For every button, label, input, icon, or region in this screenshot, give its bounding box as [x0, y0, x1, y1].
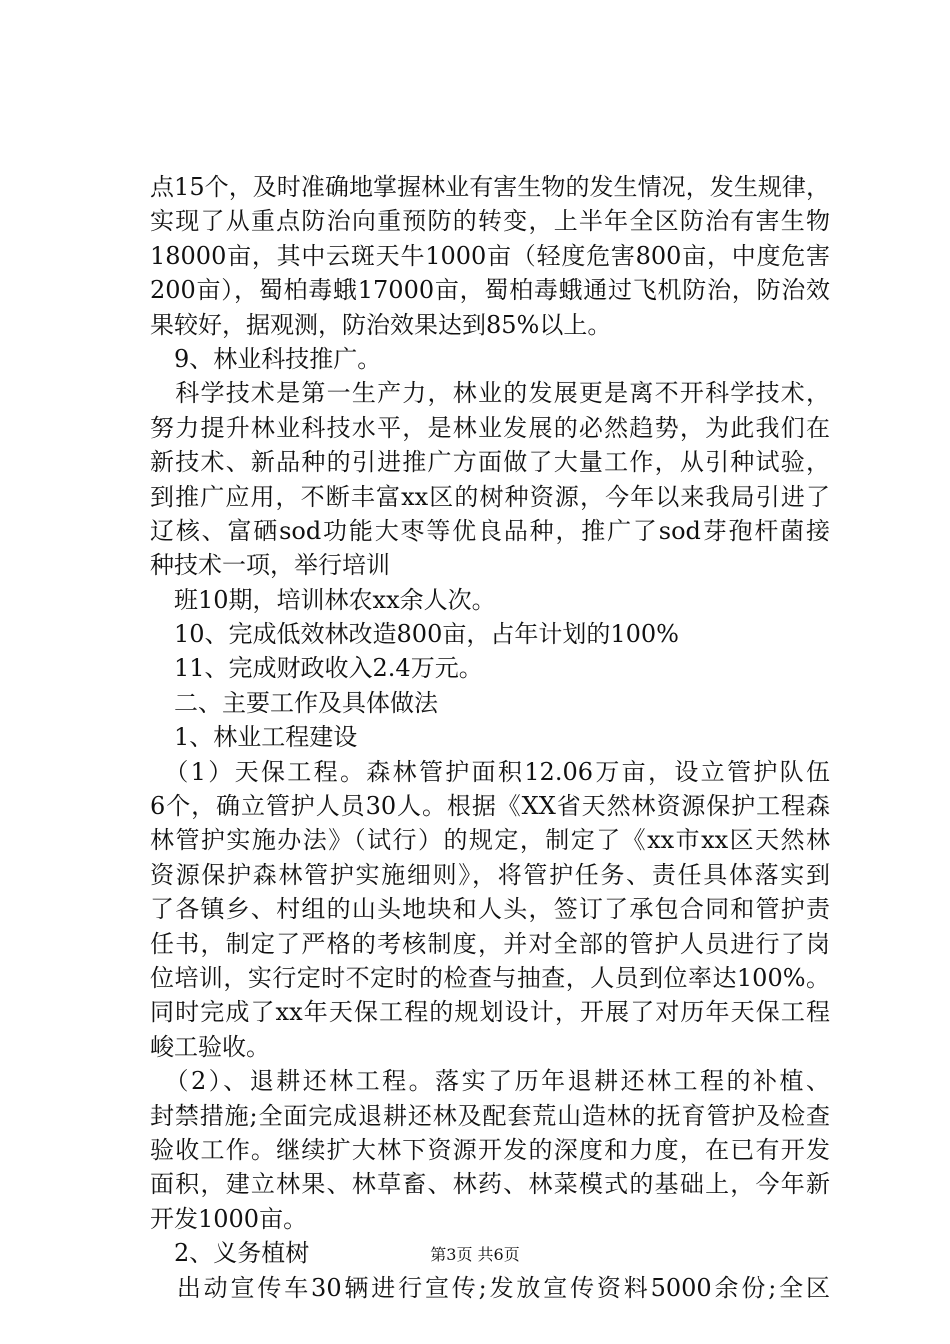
section-heading: 二、主要工作及具体做法 — [150, 688, 438, 717]
text-line: 了各镇乡、村组的山头地块和人头，签订了承包合同和管护责 — [150, 895, 830, 924]
section-heading: 2、义务植树 — [150, 1239, 310, 1268]
text-line: （1）天保工程。森林管护面积12.06万亩，设立管护队伍 — [150, 757, 830, 786]
page-number: 第3页 共6页 — [430, 1245, 520, 1264]
text-line: 资源保护森林管护实施细则》，将管护任务、责任具体落实到 — [150, 860, 830, 889]
text-line: 辽核、富硒sod功能大枣等优良品种，推广了sod芽孢杆菌接 — [150, 516, 830, 545]
text-line: 种技术一项，举行培训 — [150, 551, 390, 580]
text-line: 11、完成财政收入2.4万元。 — [150, 654, 483, 683]
text-line: 10、完成低效林改造800亩，占年计划的100% — [150, 620, 679, 649]
text-line: 努力提升林业科技水平，是林业发展的必然趋势，为此我们在 — [150, 413, 830, 442]
text-line: 200亩），蜀柏毒蛾17000亩，蜀柏毒蛾通过飞机防治，防治效 — [150, 276, 830, 305]
text-line: 面积，建立林果、林草畜、林药、林菜模式的基础上，今年新 — [150, 1170, 830, 1199]
text-line: （2）、退耕还林工程。落实了历年退耕还林工程的补植、 — [150, 1067, 830, 1096]
text-line: 果较好，据观测，防治效果达到85%以上。 — [150, 310, 612, 339]
text-line: 出动宣传车30辆进行宣传;发放宣传资料5000余份;全区 — [150, 1273, 830, 1302]
text-line: 验收工作。继续扩大林下资源开发的深度和力度，在已有开发 — [150, 1135, 830, 1164]
text-line: 班10期，培训林农xx余人次。 — [150, 585, 496, 614]
text-line: 科学技术是第一生产力，林业的发展更是离不开科学技术， — [150, 379, 830, 408]
text-line: 同时完成了xx年天保工程的规划设计，开展了对历年天保工程 — [150, 998, 830, 1027]
page-footer — [0, 1245, 950, 1265]
section-heading: 9、林业科技推广。 — [150, 344, 382, 373]
text-line: 6个，确立管护人员30人。根据《XX省天然林资源保护工程森 — [150, 792, 830, 821]
text-line: 封禁措施;全面完成退耕还林及配套荒山造林的抚育管护及检查 — [150, 1101, 830, 1130]
text-line: 18000亩，其中云斑天牛1000亩（轻度危害800亩，中度危害 — [150, 241, 830, 270]
text-line: 点15个，及时准确地掌握林业有害生物的发生情况，发生规律， — [150, 173, 830, 201]
text-line: 林管护实施办法》（试行）的规定，制定了《xx市xx区天然林 — [150, 826, 830, 855]
text-line: 新技术、新品种的引进推广方面做了大量工作，从引种试验， — [150, 448, 830, 477]
text-line: 实现了从重点防治向重预防的转变，上半年全区防治有害生物 — [150, 207, 830, 236]
body-text — [150, 170, 830, 1305]
section-heading: 1、林业工程建设 — [150, 723, 358, 752]
text-line: 任书，制定了严格的考核制度，并对全部的管护人员进行了岗 — [150, 929, 830, 958]
text-line: 峻工验收。 — [150, 1032, 270, 1061]
text-line: 位培训，实行定时不定时的检查与抽查，人员到位率达100%。 — [150, 963, 830, 992]
text-line: 开发1000亩。 — [150, 1204, 308, 1233]
text-line: 到推广应用，不断丰富xx区的树种资源，今年以来我局引进了 — [150, 482, 830, 511]
